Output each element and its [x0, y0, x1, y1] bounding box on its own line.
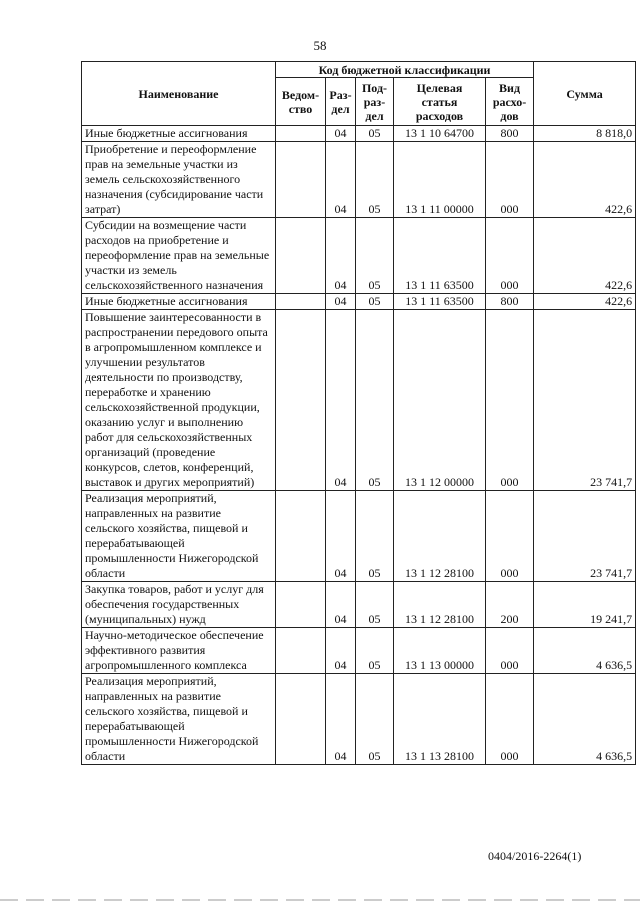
row-section: 04	[326, 126, 356, 142]
row-subsection: 05	[356, 310, 394, 491]
row-name: Научно-методическое обеспечение эффективного развития агропромышленного комплекса	[82, 628, 276, 674]
row-section: 04	[326, 218, 356, 294]
table-row	[82, 582, 636, 628]
header-target-item: Целевая статья расходов	[394, 78, 486, 126]
row-section: 04	[326, 310, 356, 491]
row-target-item: 13 1 12 00000	[394, 310, 486, 491]
document-code: 0404/2016-2264(1)	[488, 849, 582, 863]
header-expense-type: Вид расхо- дов	[486, 78, 534, 126]
row-name: Повышение заинтересованности в распространении передового опыта в агропромышленном комплексе и улучшении результатов деятельности по производству, переработке и хранению сельскохозяйственной продукции, оказанию услуг и выполнению работ для сельскохозяйственных организаций (проведение конкурсов, слетов, конференций, выставок и других мероприятий)	[82, 310, 276, 491]
row-amount: 23 741,7	[534, 310, 636, 491]
table-row	[82, 218, 636, 294]
row-expense-type: 000	[486, 310, 534, 491]
row-name: Приобретение и переоформление прав на земельные участки из земель сельскохозяйственного назначения (субсидирование части затрат)	[82, 142, 276, 218]
row-amount: 19 241,7	[534, 582, 636, 628]
row-name: Иные бюджетные ассигнования	[82, 126, 276, 142]
row-target-item: 13 1 11 63500	[394, 218, 486, 294]
row-subsection: 05	[356, 491, 394, 582]
row-name: Субсидии на возмещение части расходов на приобретение и переоформление прав на земельные участки из земель сельскохозяйственного назначения	[82, 218, 276, 294]
row-subsection: 05	[356, 218, 394, 294]
table-row	[82, 491, 636, 582]
table-row	[82, 310, 636, 491]
row-target-item: 13 1 11 00000	[394, 142, 486, 218]
row-department	[276, 294, 326, 310]
row-expense-type: 000	[486, 491, 534, 582]
row-department	[276, 142, 326, 218]
row-amount: 422,6	[534, 218, 636, 294]
row-target-item: 13 1 11 63500	[394, 294, 486, 310]
row-target-item: 13 1 10 64700	[394, 126, 486, 142]
page-number: 58	[313, 38, 327, 53]
row-section: 04	[326, 491, 356, 582]
row-expense-type: 200	[486, 582, 534, 628]
header-subsection: Под- раз- дел	[356, 78, 394, 126]
row-expense-type: 000	[486, 218, 534, 294]
row-subsection: 05	[356, 674, 394, 765]
row-amount: 4 636,5	[534, 674, 636, 765]
table-row	[82, 142, 636, 218]
row-amount: 4 636,5	[534, 628, 636, 674]
row-section: 04	[326, 294, 356, 310]
header-name: Наименование	[82, 62, 276, 126]
row-department	[276, 582, 326, 628]
row-target-item: 13 1 13 00000	[394, 628, 486, 674]
row-section: 04	[326, 142, 356, 218]
row-subsection: 05	[356, 142, 394, 218]
row-expense-type: 800	[486, 294, 534, 310]
row-name: Реализация мероприятий, направленных на развитие сельского хозяйства, пищевой и перерабатывающей промышленности Нижегородской области	[82, 491, 276, 582]
budget-table	[81, 61, 636, 765]
table-row	[82, 674, 636, 765]
row-target-item: 13 1 12 28100	[394, 491, 486, 582]
row-subsection: 05	[356, 582, 394, 628]
row-name: Закупка товаров, работ и услуг для обеспечения государственных (муниципальных) нужд	[82, 582, 276, 628]
row-section: 04	[326, 628, 356, 674]
row-amount: 23 741,7	[534, 491, 636, 582]
row-expense-type: 000	[486, 674, 534, 765]
header-department: Ведом- ство	[276, 78, 326, 126]
row-department	[276, 674, 326, 765]
row-section: 04	[326, 674, 356, 765]
row-department	[276, 628, 326, 674]
row-expense-type: 800	[486, 126, 534, 142]
row-section: 04	[326, 582, 356, 628]
row-name: Реализация мероприятий, направленных на развитие сельского хозяйства, пищевой и перерабатывающей промышленности Нижегородской области	[82, 674, 276, 765]
row-subsection: 05	[356, 294, 394, 310]
row-subsection: 05	[356, 126, 394, 142]
scan-edge-marks	[0, 899, 640, 901]
row-target-item: 13 1 12 28100	[394, 582, 486, 628]
table-row	[82, 628, 636, 674]
table-row	[82, 294, 636, 310]
row-department	[276, 218, 326, 294]
table-row	[82, 126, 636, 142]
header-classification: Код бюджетной классификации	[276, 62, 534, 78]
header-amount: Сумма	[534, 62, 636, 126]
row-expense-type: 000	[486, 142, 534, 218]
row-amount: 8 818,0	[534, 126, 636, 142]
row-department	[276, 310, 326, 491]
header-section: Раз- дел	[326, 78, 356, 126]
row-subsection: 05	[356, 628, 394, 674]
row-expense-type: 000	[486, 628, 534, 674]
row-department	[276, 126, 326, 142]
row-amount: 422,6	[534, 142, 636, 218]
row-department	[276, 491, 326, 582]
row-name: Иные бюджетные ассигнования	[82, 294, 276, 310]
row-target-item: 13 1 13 28100	[394, 674, 486, 765]
row-amount: 422,6	[534, 294, 636, 310]
